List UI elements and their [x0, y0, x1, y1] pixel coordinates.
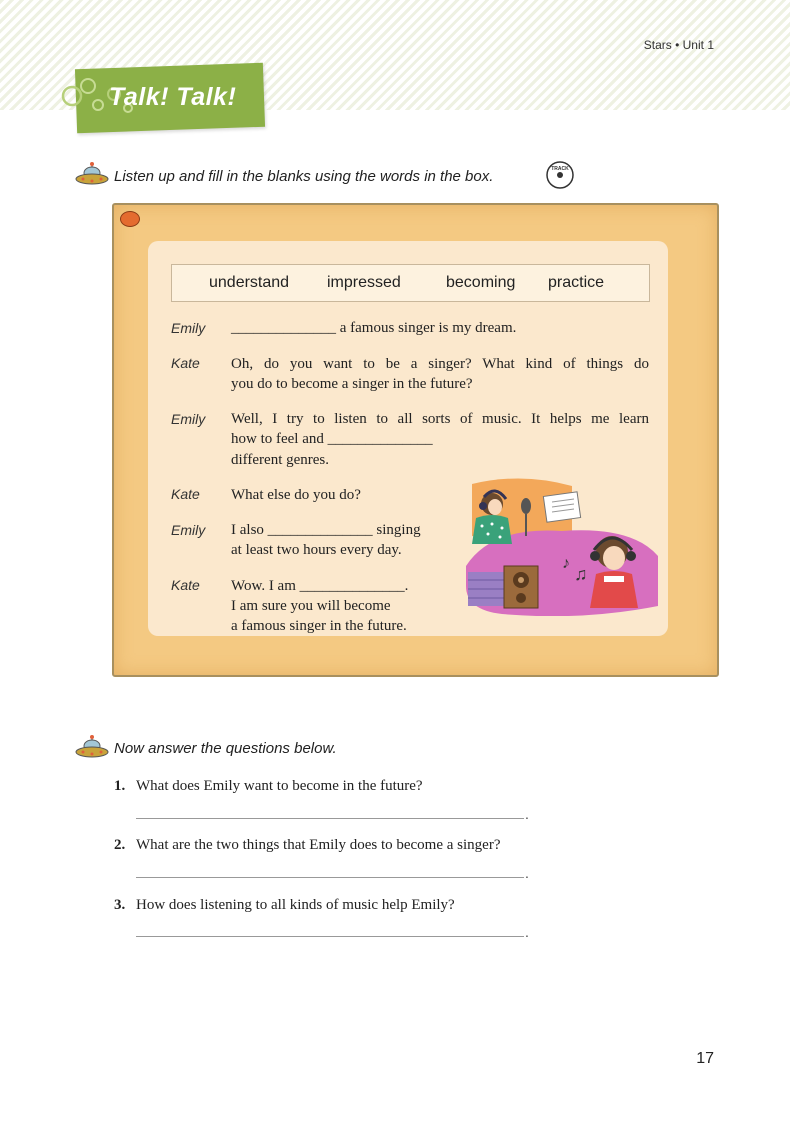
speaker-kate: Kate — [171, 486, 200, 502]
speaker-emily: Emily — [171, 411, 206, 427]
svg-text:♫: ♫ — [574, 564, 588, 584]
page-title: Talk! Talk! — [109, 83, 237, 111]
word-box-item: becoming — [446, 274, 516, 291]
word-box-item: understand — [209, 274, 290, 291]
dialogue-line: at least two hours every day. — [231, 542, 402, 558]
question-number: 1. — [114, 778, 126, 794]
question-number: 2. — [114, 837, 126, 853]
question-text: How does listening to all kinds of music help Emily? — [136, 897, 455, 913]
dialogue-line: how to feel and ______________ — [231, 431, 433, 447]
speaker-kate: Kate — [171, 355, 200, 371]
listening-instruction: Listen up and fill in the blanks using the words in the box. — [114, 168, 494, 185]
speaker-kate: Kate — [171, 577, 200, 593]
dialogue-line: you do to become a singer in the future? — [231, 376, 473, 392]
question-number: 3. — [114, 897, 126, 913]
dialogue-line: different genres. — [231, 452, 330, 468]
question-text: What does Emily want to become in the future? — [136, 778, 423, 794]
dialogue-line: Wow. I am ______________. — [231, 578, 409, 594]
svg-text:♪: ♪ — [562, 555, 570, 572]
questions-instruction: Now answer the questions below. — [114, 740, 337, 757]
speaker-emily: Emily — [171, 320, 206, 336]
dialogue-line: ______________ a famous singer is my dream. — [231, 320, 517, 336]
dialogue-line: I am sure you will become — [231, 598, 391, 614]
word-box-item: impressed — [327, 274, 401, 291]
track-label: TRACK — [551, 166, 569, 172]
singing-girls-illustration — [462, 476, 662, 616]
ufo-icon — [74, 161, 110, 189]
pin-icon — [120, 211, 140, 227]
answer-period: . — [525, 924, 529, 940]
answer-line[interactable] — [136, 876, 524, 878]
dialogue-line: a famous singer in the future. — [231, 618, 407, 634]
answer-line[interactable] — [136, 935, 524, 937]
dialogue-line: I also ______________ singing — [231, 522, 421, 538]
dialogue-line: Well, I try to listen to all sorts of music. It helps me learn — [231, 411, 649, 427]
running-head: Stars • Unit 1 — [643, 38, 714, 52]
speaker-emily: Emily — [171, 522, 206, 538]
ufo-icon — [74, 734, 110, 762]
question-text: What are the two things that Emily does to become a singer? — [136, 837, 501, 853]
answer-period: . — [525, 806, 529, 822]
dialogue-line: What else do you do? — [231, 487, 361, 503]
word-box-item: practice — [548, 274, 605, 291]
answer-line[interactable] — [136, 817, 524, 819]
dialogue-line: Oh, do you want to be a singer? What kind of things do — [231, 356, 649, 372]
cd-track-icon — [545, 160, 575, 190]
page-number: 17 — [696, 1050, 714, 1067]
answer-period: . — [525, 865, 529, 881]
